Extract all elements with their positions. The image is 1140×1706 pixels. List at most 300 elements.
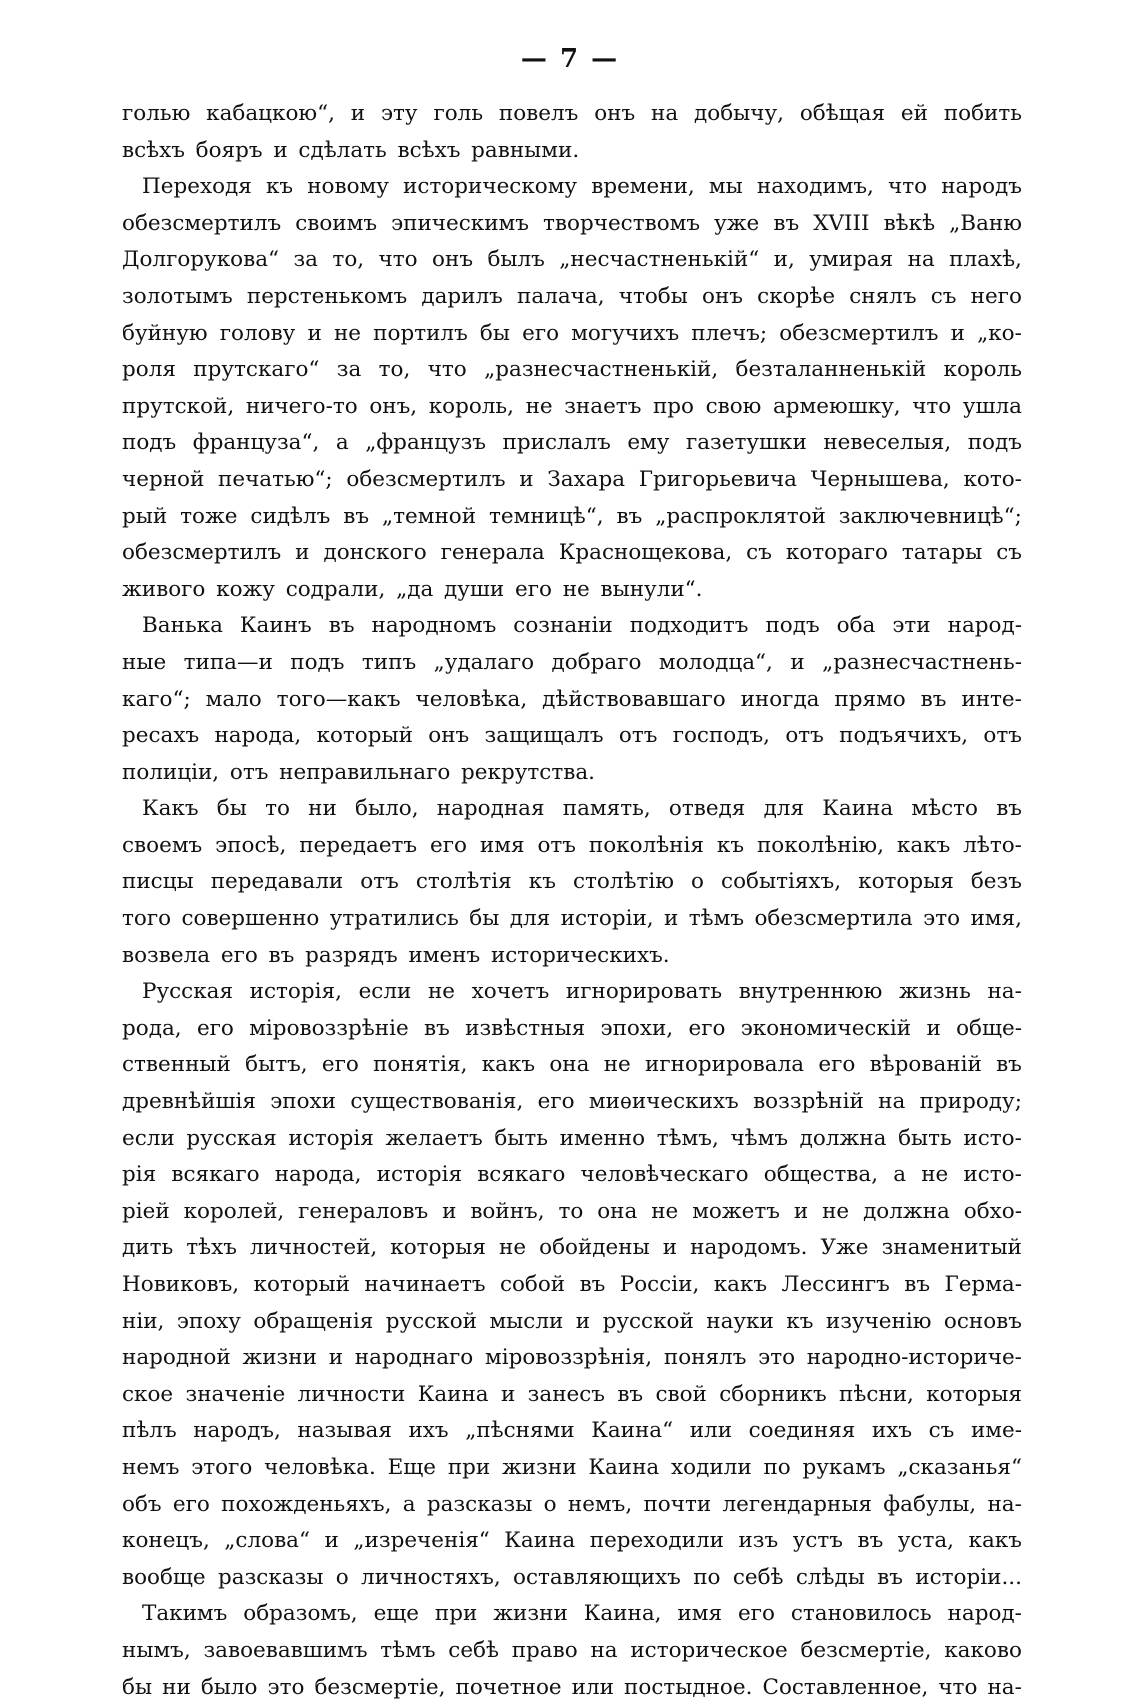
word: исторія [376,1162,463,1188]
word: „ко- [977,320,1022,346]
word: имя [479,832,525,858]
word: передаетъ [299,832,418,858]
word: образомъ, [243,1601,358,1627]
word: времени, [591,174,695,200]
word: это [267,1674,305,1700]
word: и [273,137,288,163]
word: обезсмертилъ [779,320,939,346]
word: исто- [963,1125,1022,1151]
word: память, [562,796,651,822]
word: уже [714,210,760,236]
word: было, [355,796,419,822]
word: а [893,1162,907,1188]
word: историческихъ. [490,942,670,968]
text-line [122,1450,1022,1487]
word: миѳическихъ [588,1089,739,1115]
text-line [122,718,1022,755]
word: господъ, [672,723,770,749]
word: котораго [785,540,888,566]
text-line [122,1523,1022,1560]
word: дить [122,1235,174,1261]
word: добраго [551,649,642,675]
word: „слова“ [224,1528,310,1554]
word: плахѣ, [949,247,1022,273]
word: кото- [963,466,1022,492]
word: могучихъ [571,320,680,346]
word: него [970,283,1022,309]
word: знаменитый [881,1235,1022,1261]
word: отъ [785,723,824,749]
word: скорѣе [757,283,836,309]
word: повелъ [498,101,579,126]
word: черной [122,466,205,492]
word: обезсмертилъ [122,540,282,566]
word: то [558,1198,584,1224]
word: прямо [834,686,906,712]
word: эти [892,613,931,639]
word: мѣсто [911,796,978,822]
word: науки [706,1308,774,1334]
text-line [122,791,1022,828]
word: тѣхъ [186,1235,237,1261]
word: это [758,1345,796,1371]
word: молодца“, [658,649,773,675]
word: не [525,393,553,419]
text-line [122,462,1022,499]
word: и [664,906,679,932]
word: имя [677,1601,723,1627]
word: тѣмъ [380,1637,436,1663]
word: и [926,1015,941,1041]
word: значеніе [185,1381,286,1407]
word: всѣхъ [397,137,461,163]
word: человѣка. [264,1454,376,1480]
word: для [763,796,805,822]
text-line [122,901,1022,938]
word: его [321,1052,359,1078]
word: рекрутства. [461,759,595,785]
word: защищалъ [484,723,604,749]
word: къ [786,1308,814,1334]
word: народнаго [354,1345,474,1371]
word: съ [928,1418,955,1444]
word: именно [559,1125,646,1151]
word: при [447,1454,491,1480]
word: Каинъ [239,613,312,639]
word: подъ [122,430,177,456]
word: Долгорукова“ [122,247,279,273]
word: голь [433,101,484,126]
word: прутскаго“ [193,357,320,383]
word: за [293,247,318,273]
word: переходили [589,1528,724,1554]
word: древнѣйшія [122,1089,256,1115]
word: ское [122,1381,174,1407]
word: и [793,1198,809,1224]
word: немъ [122,1454,180,1480]
word: и [519,466,534,492]
word: онъ [428,723,470,749]
word: человѣческаго [580,1162,749,1188]
word: Переходя [142,174,252,200]
word: кабацкою“, [206,101,335,126]
word: Такимъ [142,1601,228,1627]
word: голову [219,320,296,346]
word: и [324,1528,339,1554]
word: можетъ [692,1198,780,1224]
word: и, [773,247,795,273]
word: должна [799,1125,887,1151]
word: передавали [210,869,344,895]
word: темницѣ“, [488,503,604,529]
word: всякаго [477,1162,566,1188]
word: личностяхъ, [361,1564,501,1590]
word: рукамъ [802,1454,886,1480]
word: уста, [897,1528,955,1554]
word: мысли [489,1308,564,1334]
word: бояръ [195,137,263,163]
word: на [651,101,679,126]
word: историческому [403,174,578,200]
text-line [122,133,1022,170]
word: „Ваню [949,210,1022,236]
word: не [562,576,590,602]
word: типъ [361,649,417,675]
word: что [912,393,952,419]
word: или [689,1418,733,1444]
word: и [575,1308,591,1334]
word: оба [836,613,876,639]
word: былъ [487,247,545,273]
word: если [358,979,412,1005]
word: отъ [360,869,399,895]
word: рія [122,1162,157,1188]
word: объ [122,1491,162,1517]
word: этого [191,1454,253,1480]
word: король, [428,393,514,419]
word: содрали, [285,576,386,602]
text-line [122,1304,1022,1341]
word: сборникъ [719,1381,827,1407]
word: именъ [408,942,481,968]
word: „да [396,576,434,602]
word: не [921,1162,949,1188]
word: что [427,357,467,383]
word: какъ [968,1528,1022,1554]
word: игнорировать [565,979,723,1005]
word: ни [308,796,337,822]
word: каково [944,1637,1022,1663]
word: „распроклятой [655,503,826,529]
word: бытъ, [245,1052,308,1078]
word: ушла [962,393,1022,419]
word: обѣщая [799,101,886,126]
text-line [122,645,1022,682]
word: если [122,1125,175,1151]
text-line [122,96,1022,133]
word: становилось [790,1601,932,1627]
word: начинаетъ [364,1272,486,1297]
word: Каина [588,1454,660,1480]
word: рый [122,503,168,529]
word: исторія, [249,979,342,1005]
text-line [122,1047,1022,1084]
word: обезсмертилъ [346,466,506,492]
word: народной [122,1345,231,1371]
word: золотымъ [122,283,233,309]
word: Каина [417,1381,489,1407]
word: войнъ, [470,1198,545,1224]
word: отъ [537,832,576,858]
word: души [444,576,505,602]
word: прислалъ [502,430,611,456]
word: ей [900,101,928,126]
text-line [122,1560,1022,1597]
word: каго“; [122,686,191,712]
word: что [378,247,418,273]
word: народъ [941,174,1022,200]
word: француза“, [192,430,320,456]
word: „изреченія“ [353,1528,490,1554]
word: она [597,1198,638,1224]
word: на [907,247,935,273]
word: его [430,832,467,858]
word: бы [479,320,510,346]
word: это [923,906,961,932]
word: народная [436,796,545,822]
word: Новиковъ, [122,1272,240,1297]
word: пѣлъ [122,1418,177,1444]
word: инте- [961,686,1022,712]
word: быть [898,1125,952,1151]
word: побить [943,101,1022,126]
word: народа, [214,723,302,749]
word: міровоззрѣніе [249,1015,409,1041]
word: изученію [825,1308,932,1334]
word: вѣрованій [869,1052,982,1078]
word: армеюшку, [772,393,901,419]
word: было [200,1674,258,1700]
word: име- [970,1418,1022,1444]
word: чтобы [618,283,688,309]
word: который [316,723,413,749]
word: сдѣлать [298,137,387,163]
word: и [328,1345,344,1371]
word: по [693,1564,721,1590]
word: обойдены [539,1235,650,1261]
text-line [122,1267,1022,1304]
word: немъ, [567,1491,633,1517]
word: постыдное. [624,1674,753,1700]
word: народа, [274,1162,362,1188]
word: портилъ [373,320,468,346]
word: писцы [122,869,194,895]
word: о [691,869,704,895]
text-line [122,1084,1022,1121]
word: имя, [970,906,1022,932]
word: бы [216,796,247,822]
word: столѣтію [572,869,674,895]
word: своемъ [122,832,203,858]
word: дѣйствовавшаго [542,686,726,712]
word: обращенія [253,1308,374,1334]
word: игнорировала [645,1052,805,1078]
word: при [434,1601,478,1627]
word: Уже [820,1235,869,1261]
word: не [499,1235,527,1261]
word: устъ [792,1528,843,1554]
word: въ [579,1272,606,1297]
word: татары [901,540,983,566]
word: къ [265,174,294,200]
word: разсказы [217,1564,324,1590]
word: Каина“ [591,1418,674,1444]
word: его [688,1015,726,1041]
word: генераловъ [298,1198,429,1224]
word: равными. [471,137,580,163]
word: себѣ [448,1637,499,1663]
word: въ [996,1052,1022,1078]
word: въ [343,503,370,529]
word: перстенькомъ [246,283,408,309]
text-line [122,206,1022,243]
word: въ [920,686,947,712]
text-line [122,938,1022,975]
word: на [878,1089,906,1115]
word: XVIII [813,210,870,236]
text-line [122,608,1022,645]
word: жизни [493,1601,568,1627]
word: то [265,796,290,822]
word: событіяхъ, [721,869,842,895]
text-line [122,572,1022,609]
text-line [122,169,1022,206]
word: Захара [547,466,626,492]
word: мало [205,686,262,712]
word: подъ [290,649,345,675]
word: свою [705,393,762,419]
word: король [943,357,1022,383]
word: рода, [122,1015,182,1041]
word: въ [904,1272,931,1297]
word: за [336,357,362,383]
word: не [333,320,362,346]
word: или [571,1674,614,1700]
word: Чернышева, [810,466,950,492]
word: по [763,1454,791,1480]
word: то, [378,357,411,383]
word: невеселыя, [823,430,952,456]
text-line [122,499,1022,536]
word: поколѣнія [588,832,704,858]
word: обезсмертилъ [122,210,282,236]
word: человѣка, [415,686,528,712]
word: понялъ [663,1345,747,1371]
word: какъ [481,1052,536,1078]
word: буйную [122,320,208,346]
word: понятія, [373,1052,468,1078]
word: Еще [387,1454,437,1480]
word: желаетъ [385,1125,483,1151]
word: соединяя [748,1418,856,1444]
word: ихъ [871,1418,913,1444]
text-line [122,242,1022,279]
word: жизни [242,1345,317,1371]
word: отъ [983,723,1022,749]
word: хочетъ [471,979,550,1005]
word: отведя [668,796,746,822]
word: въ [773,210,800,236]
word: она [549,1052,590,1078]
word: личностей, [249,1235,378,1261]
text-line [122,864,1022,901]
word: тѣмъ [688,906,745,932]
word: поколѣнію, [756,832,884,858]
word: добычу, [694,101,784,126]
body-text [122,96,1022,1706]
word: разсказы [426,1491,533,1517]
word: ные [122,649,167,675]
word: въ [616,503,643,529]
word: снялъ [849,283,917,309]
word: въ [328,613,355,639]
word: живого [122,576,206,602]
word: а [402,1491,416,1517]
text-line [122,682,1022,719]
text-line [122,1377,1022,1414]
word: исторія [288,1125,374,1151]
word: своимъ [295,210,378,236]
word: на- [987,1491,1022,1517]
word: легендарныя [722,1491,872,1517]
word: подходитъ [629,613,749,639]
word: и [307,320,322,346]
word: дарилъ [421,283,503,309]
word: обще- [956,1015,1022,1041]
text-line [122,425,1022,462]
word: эпическимъ [391,210,529,236]
word: всѣхъ [122,137,185,163]
text-line [122,1194,1022,1231]
word: генерала [440,540,545,566]
word: и [950,320,965,346]
word: жизни [502,1454,577,1480]
page-number: — 7 — [520,44,620,74]
word: заключевницѣ“; [838,503,1022,529]
word: исто- [963,1162,1022,1188]
word: и [295,540,310,566]
word: русская [186,1125,277,1151]
word: народ- [947,613,1022,639]
word: въ [617,1381,644,1407]
word: къ [716,832,745,858]
word: слѣды [795,1564,865,1590]
word: на [590,1637,618,1663]
word: про [652,393,694,419]
word: подъячихъ, [839,723,969,749]
word: утратились [329,906,459,932]
word: Россіи, [619,1272,700,1297]
word: не [603,1052,631,1078]
word: личности [297,1381,406,1407]
word: міровоззрѣнія, [485,1345,653,1371]
word: ничего-то [245,393,358,419]
word: свой [655,1381,707,1407]
word: ственный [122,1052,231,1078]
word: оставляющихъ [513,1564,681,1590]
word: голью [122,101,191,126]
word: вообще [122,1564,206,1590]
